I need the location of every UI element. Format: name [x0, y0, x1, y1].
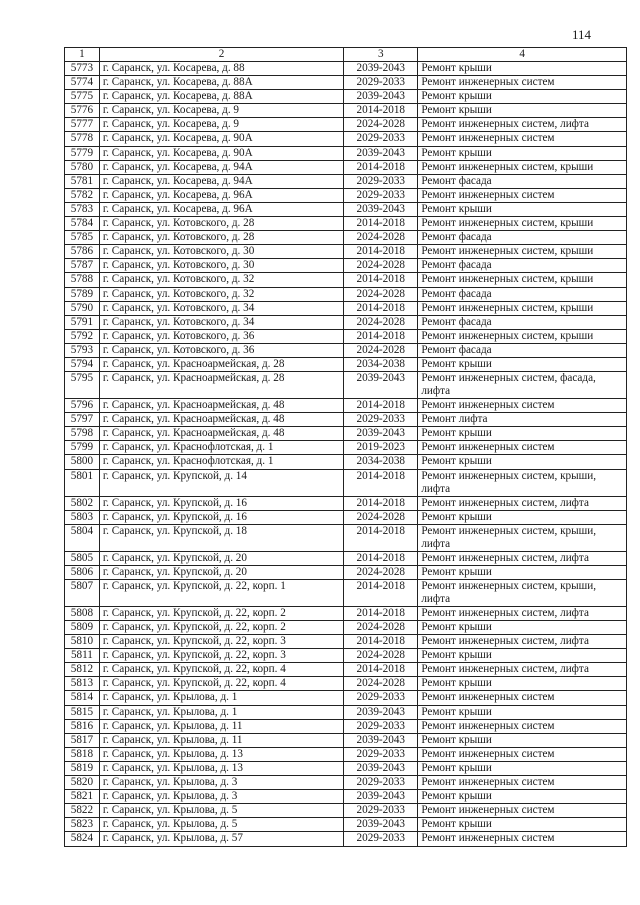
- work-type-cell: Ремонт крыши: [418, 357, 627, 371]
- table-row: [65, 372, 627, 399]
- work-type-cell: Ремонт инженерных систем, крыши, лифта: [418, 579, 627, 606]
- period-cell: 2029-2033: [344, 691, 418, 705]
- work-type-cell: Ремонт инженерных систем: [418, 776, 627, 790]
- period-cell: 2024-2028: [344, 315, 418, 329]
- table-row: [65, 832, 627, 846]
- address-cell: г. Саранск, ул. Краснофлотская, д. 1: [99, 455, 343, 469]
- period-cell: 2014-2018: [344, 245, 418, 259]
- address-cell: г. Саранск, ул. Косарева, д. 94А: [99, 174, 343, 188]
- row-number-cell: 5811: [65, 649, 100, 663]
- work-type-cell: Ремонт инженерных систем: [418, 691, 627, 705]
- period-cell: 2024-2028: [344, 118, 418, 132]
- row-number-cell: 5819: [65, 761, 100, 775]
- row-number-cell: 5801: [65, 469, 100, 496]
- table-row: [65, 663, 627, 677]
- table-row: [65, 301, 627, 315]
- table-row: [65, 649, 627, 663]
- period-cell: 2029-2033: [344, 76, 418, 90]
- table-row: [65, 804, 627, 818]
- table-header: [65, 48, 627, 62]
- address-cell: г. Саранск, ул. Котовского, д. 34: [99, 315, 343, 329]
- period-cell: 2024-2028: [344, 621, 418, 635]
- table-row: [65, 118, 627, 132]
- work-type-cell: Ремонт крыши: [418, 761, 627, 775]
- address-cell: г. Саранск, ул. Котовского, д. 36: [99, 329, 343, 343]
- period-cell: 2039-2043: [344, 372, 418, 399]
- work-type-cell: Ремонт крыши: [418, 818, 627, 832]
- row-number-cell: 5813: [65, 677, 100, 691]
- address-cell: г. Саранск, ул. Косарева, д. 90А: [99, 132, 343, 146]
- work-type-cell: Ремонт крыши: [418, 202, 627, 216]
- period-cell: 2014-2018: [344, 663, 418, 677]
- row-number-cell: 5822: [65, 804, 100, 818]
- period-cell: 2034-2038: [344, 455, 418, 469]
- row-number-cell: 5790: [65, 301, 100, 315]
- table-row: [65, 818, 627, 832]
- address-cell: г. Саранск, ул. Косарева, д. 88А: [99, 90, 343, 104]
- row-number-cell: 5774: [65, 76, 100, 90]
- period-cell: 2029-2033: [344, 719, 418, 733]
- period-cell: 2014-2018: [344, 579, 418, 606]
- address-cell: г. Саранск, ул. Крылова, д. 3: [99, 776, 343, 790]
- address-cell: г. Саранск, ул. Крылова, д. 11: [99, 733, 343, 747]
- address-cell: г. Саранск, ул. Котовского, д. 34: [99, 301, 343, 315]
- address-cell: г. Саранск, ул. Красноармейская, д. 28: [99, 357, 343, 371]
- period-cell: 2034-2038: [344, 357, 418, 371]
- table-row: [65, 174, 627, 188]
- period-cell: 2014-2018: [344, 217, 418, 231]
- address-cell: г. Саранск, ул. Крупской, д. 22, корп. 4: [99, 663, 343, 677]
- work-type-cell: Ремонт инженерных систем, крыши: [418, 301, 627, 315]
- table-row: [65, 259, 627, 273]
- address-cell: г. Саранск, ул. Краснофлотская, д. 1: [99, 441, 343, 455]
- row-number-cell: 5803: [65, 510, 100, 524]
- table-row: [65, 399, 627, 413]
- address-cell: г. Саранск, ул. Крупской, д. 20: [99, 565, 343, 579]
- work-type-cell: Ремонт инженерных систем: [418, 399, 627, 413]
- table-row: [65, 188, 627, 202]
- work-type-cell: Ремонт крыши: [418, 565, 627, 579]
- table-row: [65, 719, 627, 733]
- work-type-cell: Ремонт крыши: [418, 790, 627, 804]
- period-cell: 2024-2028: [344, 231, 418, 245]
- table-row: [65, 62, 627, 76]
- row-number-cell: 5816: [65, 719, 100, 733]
- period-cell: 2029-2033: [344, 804, 418, 818]
- period-cell: 2014-2018: [344, 635, 418, 649]
- row-number-cell: 5806: [65, 565, 100, 579]
- work-type-cell: Ремонт крыши: [418, 705, 627, 719]
- row-number-cell: 5780: [65, 160, 100, 174]
- row-number-cell: 5792: [65, 329, 100, 343]
- page-number: 114: [572, 27, 592, 42]
- address-cell: г. Саранск, ул. Котовского, д. 28: [99, 231, 343, 245]
- row-number-cell: 5775: [65, 90, 100, 104]
- row-number-cell: 5799: [65, 441, 100, 455]
- work-type-cell: Ремонт крыши: [418, 90, 627, 104]
- table-row: [65, 287, 627, 301]
- row-number-cell: 5776: [65, 104, 100, 118]
- table-row: [65, 761, 627, 775]
- address-cell: г. Саранск, ул. Котовского, д. 28: [99, 217, 343, 231]
- period-cell: 2019-2023: [344, 441, 418, 455]
- work-type-cell: Ремонт крыши: [418, 649, 627, 663]
- row-number-cell: 5818: [65, 747, 100, 761]
- table-row: [65, 606, 627, 620]
- period-cell: 2014-2018: [344, 606, 418, 620]
- address-cell: г. Саранск, ул. Косарева, д. 90А: [99, 146, 343, 160]
- work-type-cell: Ремонт инженерных систем: [418, 132, 627, 146]
- row-number-cell: 5786: [65, 245, 100, 259]
- address-cell: г. Саранск, ул. Красноармейская, д. 48: [99, 413, 343, 427]
- address-cell: г. Саранск, ул. Косарева, д. 96А: [99, 188, 343, 202]
- work-type-cell: Ремонт фасада: [418, 315, 627, 329]
- table-row: [65, 413, 627, 427]
- address-cell: г. Саранск, ул. Красноармейская, д. 48: [99, 427, 343, 441]
- work-type-cell: Ремонт инженерных систем: [418, 441, 627, 455]
- table-row: [65, 469, 627, 496]
- address-cell: г. Саранск, ул. Косарева, д. 94А: [99, 160, 343, 174]
- work-type-cell: Ремонт крыши: [418, 62, 627, 76]
- repair-schedule-table: [64, 47, 627, 847]
- table-row: [65, 427, 627, 441]
- table-row: [65, 329, 627, 343]
- table-row: [65, 691, 627, 705]
- address-cell: г. Саранск, ул. Крылова, д. 1: [99, 705, 343, 719]
- row-number-cell: 5817: [65, 733, 100, 747]
- row-number-cell: 5810: [65, 635, 100, 649]
- period-cell: 2029-2033: [344, 747, 418, 761]
- row-number-cell: 5782: [65, 188, 100, 202]
- work-type-cell: Ремонт фасада: [418, 259, 627, 273]
- table-row: [65, 160, 627, 174]
- work-type-cell: Ремонт инженерных систем: [418, 719, 627, 733]
- address-cell: г. Саранск, ул. Крупской, д. 20: [99, 551, 343, 565]
- row-number-cell: 5821: [65, 790, 100, 804]
- period-cell: 2029-2033: [344, 132, 418, 146]
- work-type-cell: Ремонт инженерных систем: [418, 188, 627, 202]
- table-row: [65, 231, 627, 245]
- address-cell: г. Саранск, ул. Крупской, д. 16: [99, 510, 343, 524]
- table-row: [65, 510, 627, 524]
- table-row: [65, 496, 627, 510]
- address-cell: г. Саранск, ул. Крупской, д. 22, корп. 3: [99, 649, 343, 663]
- table-row: [65, 524, 627, 551]
- table-row: [65, 455, 627, 469]
- period-cell: 2014-2018: [344, 551, 418, 565]
- address-cell: г. Саранск, ул. Крупской, д. 22, корп. 2: [99, 606, 343, 620]
- work-type-cell: Ремонт крыши: [418, 455, 627, 469]
- period-cell: 2014-2018: [344, 496, 418, 510]
- period-cell: 2029-2033: [344, 776, 418, 790]
- work-type-cell: Ремонт фасада: [418, 287, 627, 301]
- address-cell: г. Саранск, ул. Косарева, д. 88А: [99, 76, 343, 90]
- work-type-cell: Ремонт фасада: [418, 231, 627, 245]
- table-row: [65, 90, 627, 104]
- address-cell: г. Саранск, ул. Крылова, д. 13: [99, 747, 343, 761]
- header-row: [65, 48, 627, 62]
- address-cell: г. Саранск, ул. Крылова, д. 13: [99, 761, 343, 775]
- table-row: [65, 635, 627, 649]
- work-type-cell: Ремонт инженерных систем, крыши: [418, 160, 627, 174]
- work-type-cell: Ремонт инженерных систем: [418, 76, 627, 90]
- address-cell: г. Саранск, ул. Крылова, д. 57: [99, 832, 343, 846]
- table-row: [65, 776, 627, 790]
- row-number-cell: 5815: [65, 705, 100, 719]
- table-row: [65, 76, 627, 90]
- work-type-cell: Ремонт крыши: [418, 733, 627, 747]
- table-row: [65, 579, 627, 606]
- period-cell: 2029-2033: [344, 832, 418, 846]
- row-number-cell: 5794: [65, 357, 100, 371]
- period-cell: 2024-2028: [344, 343, 418, 357]
- table-row: [65, 621, 627, 635]
- work-type-cell: Ремонт инженерных систем, лифта: [418, 118, 627, 132]
- header-col-3: 3: [344, 48, 418, 62]
- period-cell: 2039-2043: [344, 790, 418, 804]
- work-type-cell: Ремонт фасада: [418, 343, 627, 357]
- table-row: [65, 441, 627, 455]
- period-cell: 2039-2043: [344, 146, 418, 160]
- address-cell: г. Саранск, ул. Котовского, д. 30: [99, 259, 343, 273]
- row-number-cell: 5778: [65, 132, 100, 146]
- period-cell: 2039-2043: [344, 761, 418, 775]
- row-number-cell: 5805: [65, 551, 100, 565]
- period-cell: 2014-2018: [344, 104, 418, 118]
- work-type-cell: Ремонт инженерных систем: [418, 804, 627, 818]
- period-cell: 2029-2033: [344, 188, 418, 202]
- row-number-cell: 5812: [65, 663, 100, 677]
- row-number-cell: 5808: [65, 606, 100, 620]
- table-row: [65, 245, 627, 259]
- address-cell: г. Саранск, ул. Котовского, д. 32: [99, 273, 343, 287]
- row-number-cell: 5785: [65, 231, 100, 245]
- row-number-cell: 5800: [65, 455, 100, 469]
- row-number-cell: 5807: [65, 579, 100, 606]
- address-cell: г. Саранск, ул. Косарева, д. 88: [99, 62, 343, 76]
- row-number-cell: 5798: [65, 427, 100, 441]
- address-cell: г. Саранск, ул. Котовского, д. 32: [99, 287, 343, 301]
- header-col-2: 2: [99, 48, 343, 62]
- row-number-cell: 5820: [65, 776, 100, 790]
- table-row: [65, 343, 627, 357]
- period-cell: 2029-2033: [344, 174, 418, 188]
- row-number-cell: 5789: [65, 287, 100, 301]
- table-row: [65, 747, 627, 761]
- row-number-cell: 5824: [65, 832, 100, 846]
- period-cell: 2014-2018: [344, 273, 418, 287]
- address-cell: г. Саранск, ул. Крылова, д. 3: [99, 790, 343, 804]
- header-col-4: 4: [418, 48, 627, 62]
- work-type-cell: Ремонт инженерных систем, крыши: [418, 217, 627, 231]
- table-row: [65, 677, 627, 691]
- period-cell: 2039-2043: [344, 202, 418, 216]
- address-cell: г. Саранск, ул. Косарева, д. 96А: [99, 202, 343, 216]
- work-type-cell: Ремонт инженерных систем, крыши, лифта: [418, 469, 627, 496]
- row-number-cell: 5795: [65, 372, 100, 399]
- address-cell: г. Саранск, ул. Красноармейская, д. 28: [99, 372, 343, 399]
- period-cell: 2039-2043: [344, 733, 418, 747]
- work-type-cell: Ремонт крыши: [418, 510, 627, 524]
- table-row: [65, 565, 627, 579]
- address-cell: г. Саранск, ул. Крылова, д. 5: [99, 804, 343, 818]
- work-type-cell: Ремонт инженерных систем, лифта: [418, 635, 627, 649]
- period-cell: 2024-2028: [344, 565, 418, 579]
- period-cell: 2039-2043: [344, 705, 418, 719]
- table-row: [65, 551, 627, 565]
- address-cell: г. Саранск, ул. Крылова, д. 11: [99, 719, 343, 733]
- work-type-cell: Ремонт инженерных систем, крыши, лифта: [418, 524, 627, 551]
- header-col-1: 1: [65, 48, 100, 62]
- period-cell: 2014-2018: [344, 329, 418, 343]
- table-row: [65, 146, 627, 160]
- work-type-cell: Ремонт лифта: [418, 413, 627, 427]
- row-number-cell: 5814: [65, 691, 100, 705]
- table-row: [65, 790, 627, 804]
- period-cell: 2024-2028: [344, 259, 418, 273]
- period-cell: 2024-2028: [344, 677, 418, 691]
- table-body: [65, 62, 627, 847]
- row-number-cell: 5802: [65, 496, 100, 510]
- row-number-cell: 5787: [65, 259, 100, 273]
- address-cell: г. Саранск, ул. Крупской, д. 14: [99, 469, 343, 496]
- work-type-cell: Ремонт инженерных систем, лифта: [418, 551, 627, 565]
- work-type-cell: Ремонт крыши: [418, 677, 627, 691]
- address-cell: г. Саранск, ул. Косарева, д. 9: [99, 104, 343, 118]
- work-type-cell: Ремонт инженерных систем, фасада, лифта: [418, 372, 627, 399]
- row-number-cell: 5773: [65, 62, 100, 76]
- address-cell: г. Саранск, ул. Котовского, д. 36: [99, 343, 343, 357]
- row-number-cell: 5779: [65, 146, 100, 160]
- work-type-cell: Ремонт инженерных систем, лифта: [418, 663, 627, 677]
- row-number-cell: 5791: [65, 315, 100, 329]
- address-cell: г. Саранск, ул. Котовского, д. 30: [99, 245, 343, 259]
- table-row: [65, 217, 627, 231]
- period-cell: 2014-2018: [344, 160, 418, 174]
- row-number-cell: 5823: [65, 818, 100, 832]
- work-type-cell: Ремонт фасада: [418, 174, 627, 188]
- row-number-cell: 5788: [65, 273, 100, 287]
- address-cell: г. Саранск, ул. Косарева, д. 9: [99, 118, 343, 132]
- address-cell: г. Саранск, ул. Крупской, д. 16: [99, 496, 343, 510]
- table-row: [65, 315, 627, 329]
- period-cell: 2029-2033: [344, 413, 418, 427]
- work-type-cell: Ремонт инженерных систем, крыши: [418, 245, 627, 259]
- row-number-cell: 5797: [65, 413, 100, 427]
- row-number-cell: 5783: [65, 202, 100, 216]
- address-cell: г. Саранск, ул. Крылова, д. 5: [99, 818, 343, 832]
- period-cell: 2039-2043: [344, 818, 418, 832]
- row-number-cell: 5777: [65, 118, 100, 132]
- period-cell: 2014-2018: [344, 469, 418, 496]
- work-type-cell: Ремонт инженерных систем: [418, 832, 627, 846]
- work-type-cell: Ремонт инженерных систем, крыши: [418, 273, 627, 287]
- work-type-cell: Ремонт крыши: [418, 146, 627, 160]
- period-cell: 2039-2043: [344, 90, 418, 104]
- table-row: [65, 132, 627, 146]
- work-type-cell: Ремонт инженерных систем, крыши: [418, 329, 627, 343]
- address-cell: г. Саранск, ул. Крупской, д. 22, корп. 3: [99, 635, 343, 649]
- row-number-cell: 5796: [65, 399, 100, 413]
- table-row: [65, 273, 627, 287]
- period-cell: 2024-2028: [344, 649, 418, 663]
- work-type-cell: Ремонт крыши: [418, 104, 627, 118]
- row-number-cell: 5784: [65, 217, 100, 231]
- table-row: [65, 357, 627, 371]
- table-row: [65, 104, 627, 118]
- address-cell: г. Саранск, ул. Крупской, д. 18: [99, 524, 343, 551]
- address-cell: г. Саранск, ул. Крылова, д. 1: [99, 691, 343, 705]
- period-cell: 2039-2043: [344, 427, 418, 441]
- table-row: [65, 202, 627, 216]
- table-row: [65, 705, 627, 719]
- address-cell: г. Саранск, ул. Крупской, д. 22, корп. 1: [99, 579, 343, 606]
- period-cell: 2024-2028: [344, 287, 418, 301]
- period-cell: 2039-2043: [344, 62, 418, 76]
- work-type-cell: Ремонт инженерных систем: [418, 747, 627, 761]
- work-type-cell: Ремонт крыши: [418, 427, 627, 441]
- period-cell: 2014-2018: [344, 399, 418, 413]
- row-number-cell: 5809: [65, 621, 100, 635]
- period-cell: 2024-2028: [344, 510, 418, 524]
- row-number-cell: 5793: [65, 343, 100, 357]
- address-cell: г. Саранск, ул. Крупской, д. 22, корп. 4: [99, 677, 343, 691]
- table-row: [65, 733, 627, 747]
- work-type-cell: Ремонт инженерных систем, лифта: [418, 496, 627, 510]
- row-number-cell: 5804: [65, 524, 100, 551]
- address-cell: г. Саранск, ул. Красноармейская, д. 48: [99, 399, 343, 413]
- work-type-cell: Ремонт крыши: [418, 621, 627, 635]
- period-cell: 2014-2018: [344, 301, 418, 315]
- period-cell: 2014-2018: [344, 524, 418, 551]
- address-cell: г. Саранск, ул. Крупской, д. 22, корп. 2: [99, 621, 343, 635]
- work-type-cell: Ремонт инженерных систем, лифта: [418, 606, 627, 620]
- row-number-cell: 5781: [65, 174, 100, 188]
